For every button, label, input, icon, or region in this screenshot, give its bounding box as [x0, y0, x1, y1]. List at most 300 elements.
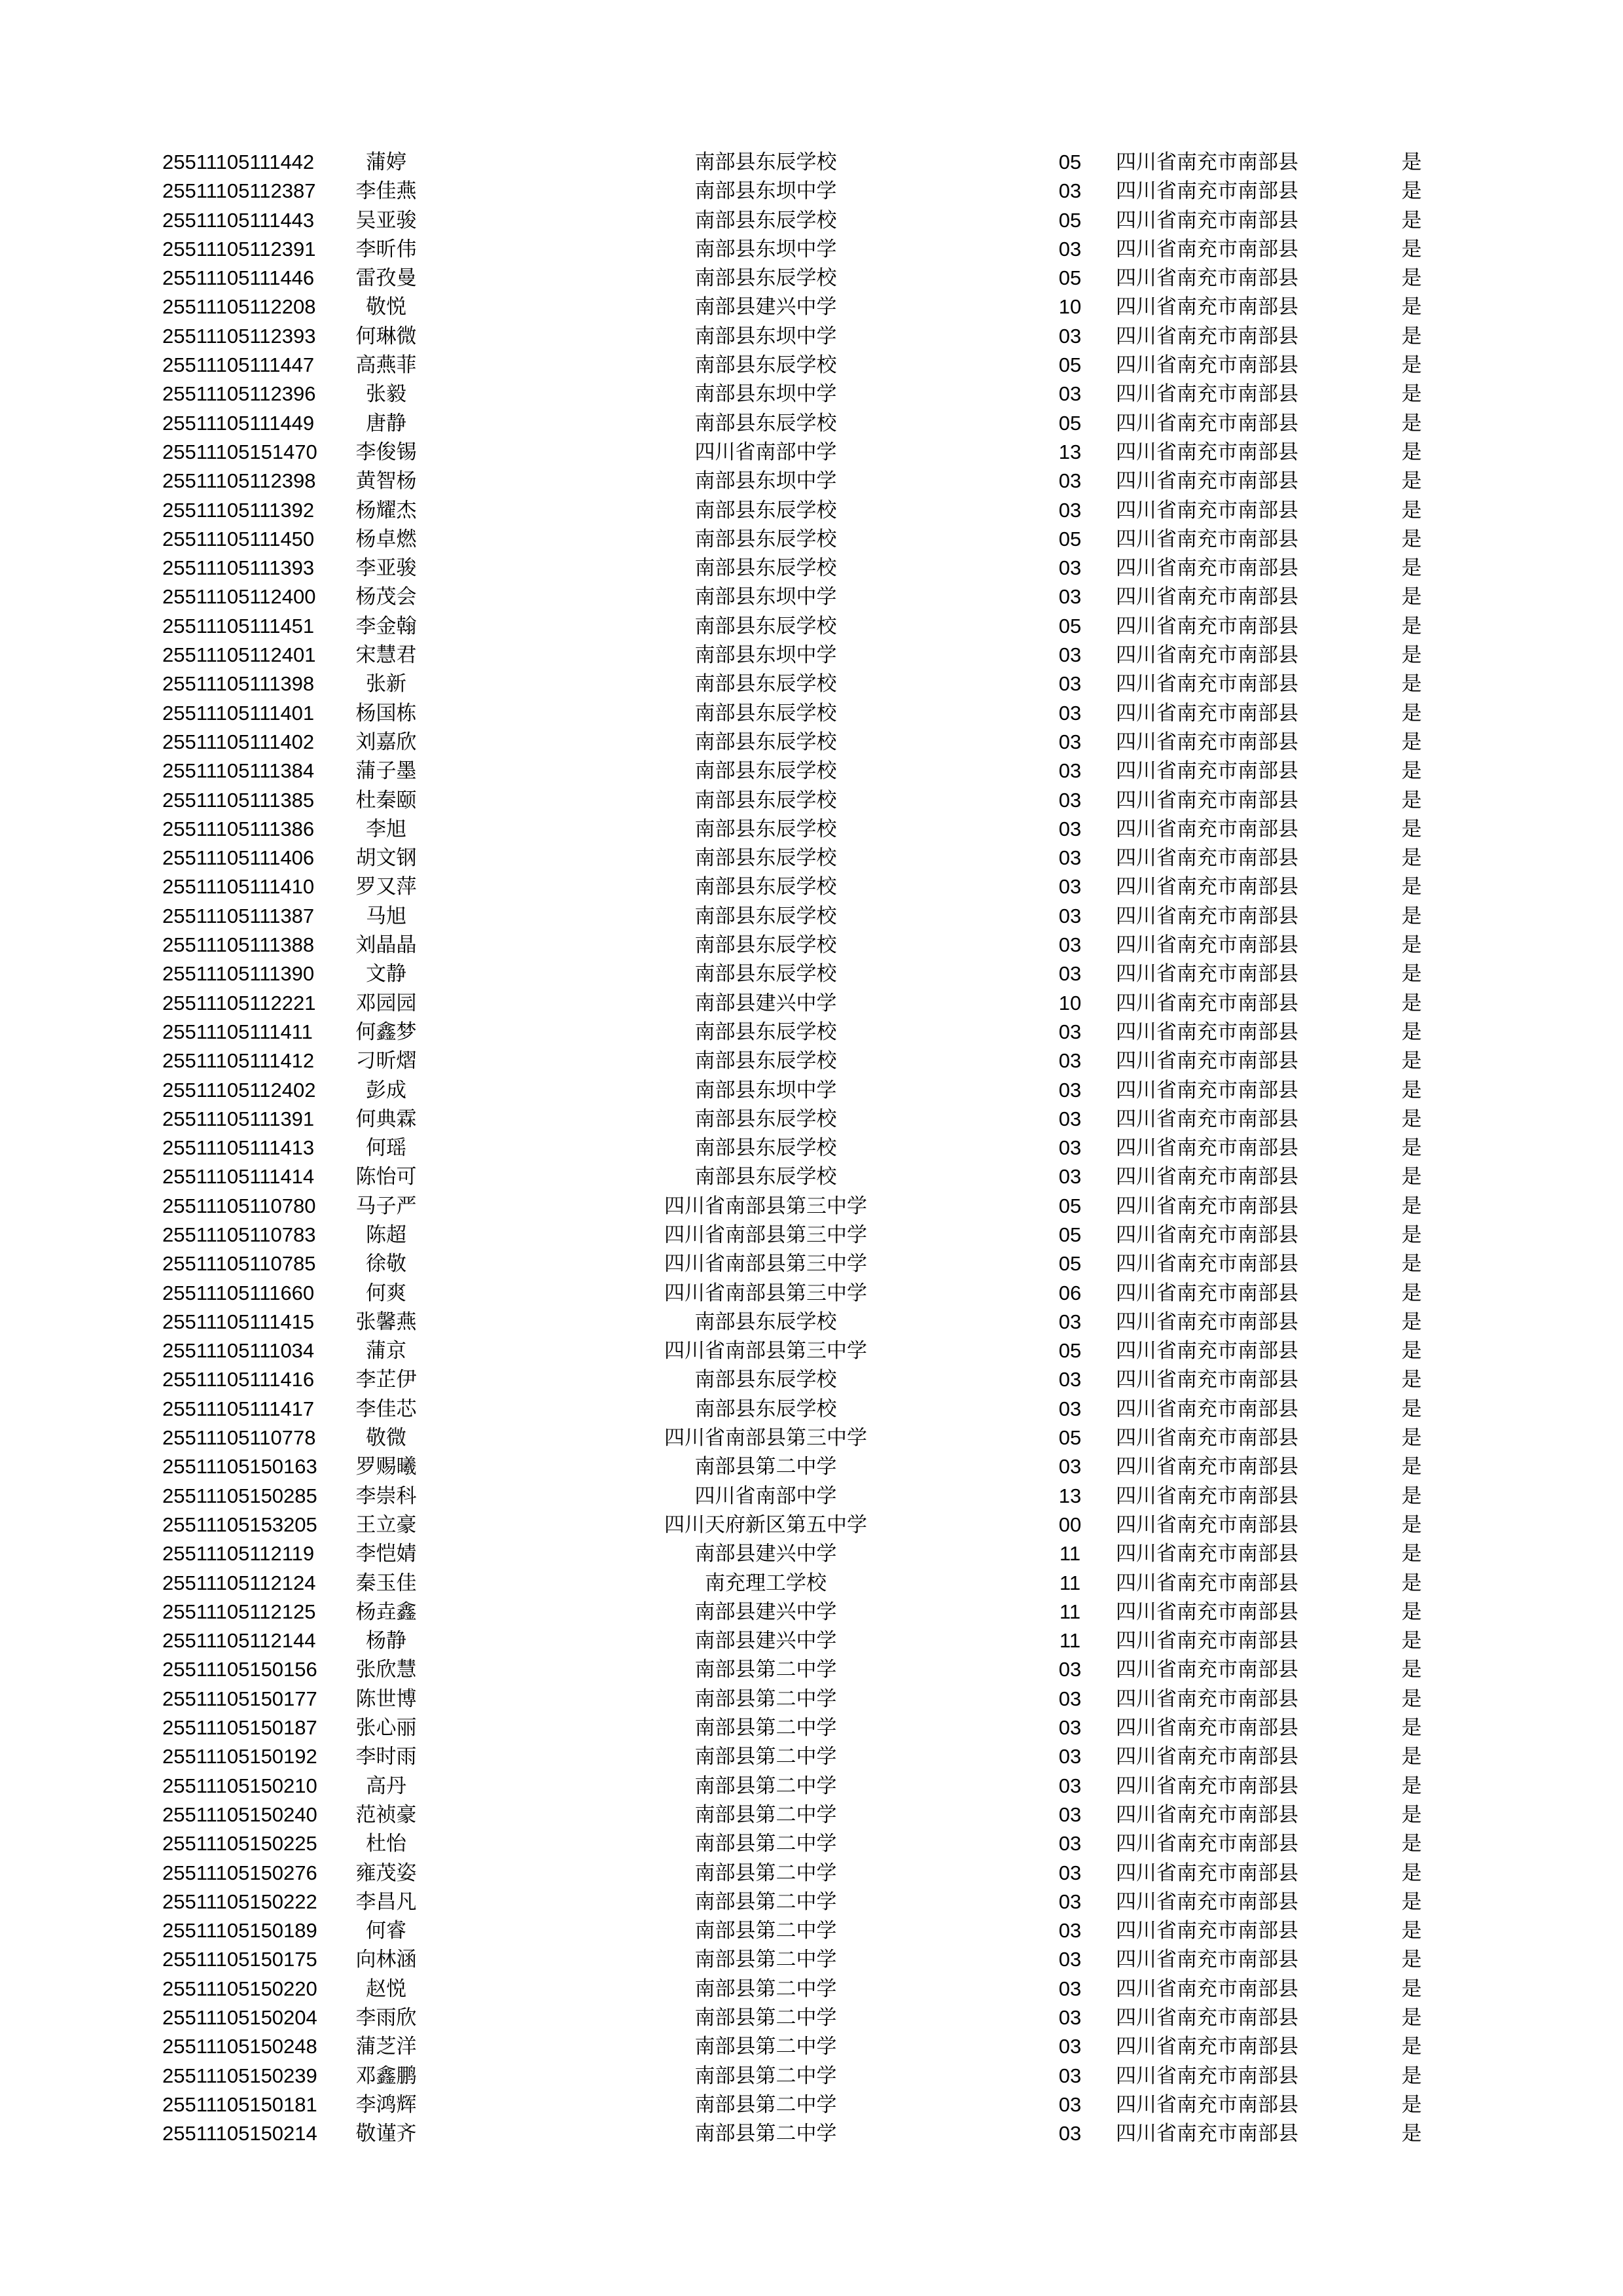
class-code: 05 [1058, 1194, 1082, 1217]
student-name: 敬微 [366, 1426, 406, 1450]
record-id: 25511105112119 [162, 1542, 315, 1566]
record-id: 25511105150177 [162, 1687, 317, 1710]
class-code: 03 [1058, 1136, 1082, 1160]
status-flag: 是 [1401, 1542, 1422, 1566]
school-name: 南部县东辰学校 [694, 788, 837, 812]
record-id: 25511105111393 [162, 556, 315, 580]
student-name: 何瑶 [366, 1136, 406, 1160]
table-row [0, 1162, 1623, 1191]
region: 四川省南充市南部县 [1116, 2092, 1298, 2116]
status-flag: 是 [1401, 1426, 1422, 1450]
school-name: 四川省南部县第三中学 [664, 1426, 867, 1450]
table-row [0, 1801, 1623, 1829]
status-flag: 是 [1401, 1629, 1422, 1653]
class-code: 03 [1058, 1716, 1082, 1740]
class-code: 03 [1058, 1861, 1082, 1884]
record-id: 25511105112144 [162, 1629, 316, 1653]
table-row [0, 1626, 1623, 1655]
school-name: 南部县第二中学 [694, 2064, 837, 2087]
table-row [0, 583, 1623, 611]
school-name: 南部县东辰学校 [694, 1049, 837, 1073]
school-name: 南部县东辰学校 [694, 1107, 837, 1130]
status-flag: 是 [1401, 1397, 1422, 1420]
region: 四川省南充市南部县 [1116, 2064, 1298, 2087]
school-name: 南部县建兴中学 [694, 991, 837, 1014]
table-row [0, 844, 1623, 872]
region: 四川省南充市南部县 [1116, 643, 1298, 667]
class-code: 03 [1058, 701, 1082, 725]
class-code: 03 [1058, 1310, 1082, 1333]
class-code: 03 [1058, 2092, 1082, 2116]
record-id: 25511105150285 [162, 1484, 317, 1507]
school-name: 南部县第二中学 [694, 2035, 837, 2058]
table-row [0, 1047, 1623, 1075]
status-flag: 是 [1401, 440, 1422, 463]
status-flag: 是 [1401, 1049, 1422, 1073]
school-name: 南部县建兴中学 [694, 1629, 837, 1653]
class-code: 03 [1058, 556, 1082, 580]
status-flag: 是 [1401, 1194, 1422, 1217]
class-code: 03 [1058, 817, 1082, 840]
table-row [0, 641, 1623, 670]
class-code: 10 [1058, 295, 1082, 319]
region: 四川省南充市南部县 [1116, 1194, 1298, 1217]
status-flag: 是 [1401, 1571, 1422, 1594]
table-row [0, 293, 1623, 321]
region: 四川省南充市南部县 [1116, 1919, 1298, 1943]
class-code: 13 [1058, 1484, 1082, 1507]
record-id: 25511105112124 [162, 1571, 316, 1594]
region: 四川省南充市南部县 [1116, 1861, 1298, 1884]
class-code: 05 [1058, 1339, 1082, 1363]
record-id: 25511105111398 [162, 672, 315, 696]
status-flag: 是 [1401, 585, 1422, 609]
student-name: 敬谨齐 [355, 2122, 417, 2145]
table-row [0, 148, 1623, 177]
region: 四川省南充市南部县 [1116, 1281, 1298, 1304]
record-id: 25511105150189 [162, 1919, 317, 1943]
table-row [0, 1192, 1623, 1221]
status-flag: 是 [1401, 991, 1422, 1014]
record-id: 25511105112387 [162, 179, 316, 203]
student-name: 李俊锡 [355, 440, 417, 463]
region: 四川省南充市南部县 [1116, 904, 1298, 927]
student-name: 蒲京 [366, 1339, 406, 1363]
region: 四川省南充市南部县 [1116, 1890, 1298, 1913]
student-name: 宋慧君 [355, 643, 417, 667]
student-name: 雷孜曼 [355, 266, 417, 290]
student-name: 彭成 [366, 1078, 406, 1102]
student-name: 徐敬 [366, 1252, 406, 1276]
student-name: 刘晶晶 [355, 933, 417, 957]
school-name: 南部县东辰学校 [694, 614, 837, 637]
table-row [0, 2062, 1623, 2090]
student-name: 李鸿辉 [355, 2092, 417, 2116]
status-flag: 是 [1401, 1832, 1422, 1856]
table-row [0, 1742, 1623, 1771]
status-flag: 是 [1401, 1165, 1422, 1189]
school-name: 南部县东辰学校 [694, 527, 837, 550]
table-row [0, 612, 1623, 641]
class-code: 03 [1058, 730, 1082, 753]
table-row [0, 1685, 1623, 1713]
region: 四川省南充市南部县 [1116, 1977, 1298, 2000]
student-name: 邓园园 [355, 991, 417, 1014]
table-row [0, 1713, 1623, 1742]
record-id: 25511105150187 [162, 1716, 317, 1740]
class-code: 03 [1058, 1049, 1082, 1073]
school-name: 南部县第二中学 [694, 1832, 837, 1856]
table-row [0, 1308, 1623, 1336]
record-id: 25511105150204 [162, 2006, 317, 2029]
record-id: 25511105150248 [162, 2035, 317, 2058]
status-flag: 是 [1401, 556, 1422, 580]
student-name: 李昌凡 [355, 1890, 417, 1913]
student-name: 陈世博 [355, 1687, 417, 1710]
school-name: 南部县东辰学校 [694, 875, 837, 899]
class-code: 00 [1058, 1513, 1082, 1536]
school-name: 四川省南部县第三中学 [664, 1339, 867, 1363]
status-flag: 是 [1401, 1861, 1422, 1884]
region: 四川省南充市南部县 [1116, 846, 1298, 870]
region: 四川省南充市南部县 [1116, 2122, 1298, 2145]
region: 四川省南充市南部县 [1116, 1252, 1298, 1276]
region: 四川省南充市南部县 [1116, 1455, 1298, 1479]
status-flag: 是 [1401, 1890, 1422, 1913]
record-id: 25511105150163 [162, 1455, 317, 1479]
student-name: 杜秦颐 [355, 788, 417, 812]
student-name: 蒲子墨 [355, 759, 417, 783]
student-name: 向林涵 [355, 1948, 417, 1971]
table-row [0, 728, 1623, 757]
table-row [0, 1452, 1623, 1481]
table-row [0, 757, 1623, 785]
class-code: 03 [1058, 1658, 1082, 1681]
status-flag: 是 [1401, 527, 1422, 550]
region: 四川省南充市南部县 [1116, 295, 1298, 319]
school-name: 南部县第二中学 [694, 1658, 837, 1681]
status-flag: 是 [1401, 1484, 1422, 1507]
student-name: 邓鑫鹏 [355, 2064, 417, 2087]
record-id: 25511105150192 [162, 1745, 317, 1768]
class-code: 03 [1058, 382, 1082, 406]
school-name: 南部县东辰学校 [694, 817, 837, 840]
record-id: 25511105110783 [162, 1223, 316, 1246]
record-id: 25511105111414 [162, 1165, 315, 1189]
record-id: 25511105112396 [162, 382, 316, 406]
student-name: 王立豪 [355, 1513, 417, 1536]
record-id: 25511105111446 [162, 266, 315, 290]
region: 四川省南充市南部县 [1116, 1774, 1298, 1797]
school-name: 南部县第二中学 [694, 2006, 837, 2029]
status-flag: 是 [1401, 1803, 1422, 1826]
status-flag: 是 [1401, 353, 1422, 377]
class-code: 03 [1058, 1948, 1082, 1971]
region: 四川省南充市南部县 [1116, 788, 1298, 812]
student-name: 李雨欣 [355, 2006, 417, 2029]
region: 四川省南充市南部县 [1116, 759, 1298, 783]
school-name: 南部县东辰学校 [694, 962, 837, 986]
region: 四川省南充市南部县 [1116, 1310, 1298, 1333]
school-name: 南部县东辰学校 [694, 151, 837, 173]
record-id: 25511105111401 [162, 701, 315, 725]
status-flag: 是 [1401, 904, 1422, 927]
class-code: 03 [1058, 1977, 1082, 2000]
school-name: 南部县东辰学校 [694, 846, 837, 870]
class-code: 03 [1058, 1832, 1082, 1856]
class-code: 05 [1058, 1223, 1082, 1246]
status-flag: 是 [1401, 933, 1422, 957]
school-name: 南部县东辰学校 [694, 1136, 837, 1160]
student-name: 唐静 [366, 411, 406, 435]
status-flag: 是 [1401, 1136, 1422, 1160]
student-name: 高燕菲 [355, 353, 417, 377]
table-row [0, 699, 1623, 728]
record-id: 25511105112221 [162, 991, 316, 1014]
school-name: 南部县东辰学校 [694, 904, 837, 927]
table-row [0, 177, 1623, 206]
record-id: 25511105112400 [162, 585, 316, 609]
student-name: 雍茂姿 [355, 1861, 417, 1884]
class-code: 05 [1058, 151, 1082, 173]
region: 四川省南充市南部县 [1116, 1832, 1298, 1856]
status-flag: 是 [1401, 962, 1422, 986]
region: 四川省南充市南部县 [1116, 1339, 1298, 1363]
table-row [0, 1365, 1623, 1394]
student-name: 蒲婷 [366, 151, 406, 173]
class-code: 03 [1058, 759, 1082, 783]
status-flag: 是 [1401, 1368, 1422, 1391]
student-name: 张毅 [366, 382, 406, 406]
table-row [0, 989, 1623, 1018]
status-flag: 是 [1401, 1948, 1422, 1971]
student-name: 李旭 [366, 817, 406, 840]
class-code: 03 [1058, 1107, 1082, 1130]
student-name: 黄智杨 [355, 469, 417, 493]
school-name: 南部县东坝中学 [694, 382, 837, 406]
table-row [0, 1395, 1623, 1424]
status-flag: 是 [1401, 2092, 1422, 2116]
table-row [0, 1772, 1623, 1801]
student-name: 罗又萍 [355, 875, 417, 899]
student-name: 杜怡 [366, 1832, 406, 1856]
record-id: 25511105150276 [162, 1861, 317, 1884]
table-row [0, 1888, 1623, 1916]
status-flag: 是 [1401, 730, 1422, 753]
school-name: 南部县建兴中学 [694, 295, 837, 319]
school-name: 南部县东辰学校 [694, 411, 837, 435]
school-name: 四川省南部中学 [694, 1484, 837, 1507]
class-code: 03 [1058, 788, 1082, 812]
table-row [0, 1221, 1623, 1249]
class-code: 03 [1058, 962, 1082, 986]
table-row [0, 1945, 1623, 1974]
status-flag: 是 [1401, 237, 1422, 260]
class-code: 03 [1058, 1890, 1082, 1913]
school-name: 南部县东辰学校 [694, 759, 837, 783]
region: 四川省南充市南部县 [1116, 585, 1298, 609]
class-code: 11 [1059, 1629, 1081, 1653]
region: 四川省南充市南部县 [1116, 353, 1298, 377]
status-flag: 是 [1401, 1716, 1422, 1740]
student-name: 刁昕熠 [355, 1049, 417, 1073]
status-flag: 是 [1401, 382, 1422, 406]
school-name: 南部县东坝中学 [694, 585, 837, 609]
status-flag: 是 [1401, 1977, 1422, 2000]
student-name: 李恺婧 [355, 1542, 417, 1566]
school-name: 南部县东辰学校 [694, 1310, 837, 1333]
region: 四川省南充市南部县 [1116, 817, 1298, 840]
school-name: 南部县第二中学 [694, 1890, 837, 1913]
record-id: 25511105150181 [162, 2092, 317, 2116]
school-name: 南部县第二中学 [694, 1803, 837, 1826]
school-name: 南部县东辰学校 [694, 208, 837, 232]
table-row [0, 380, 1623, 408]
school-name: 南部县第二中学 [694, 1455, 837, 1479]
student-name: 李金翰 [355, 614, 417, 637]
class-code: 03 [1058, 875, 1082, 899]
table-row [0, 1134, 1623, 1162]
status-flag: 是 [1401, 151, 1422, 173]
region: 四川省南充市南部县 [1116, 933, 1298, 957]
table-row [0, 786, 1623, 815]
class-code: 03 [1058, 1774, 1082, 1797]
region: 四川省南充市南部县 [1116, 382, 1298, 406]
record-id: 25511105111416 [162, 1368, 315, 1391]
region: 四川省南充市南部县 [1116, 672, 1298, 696]
class-code: 03 [1058, 498, 1082, 522]
region: 四川省南充市南部县 [1116, 411, 1298, 435]
status-flag: 是 [1401, 324, 1422, 348]
school-name: 四川省南部县第三中学 [664, 1194, 867, 1217]
class-code: 05 [1058, 266, 1082, 290]
school-name: 南部县建兴中学 [694, 1542, 837, 1566]
student-name: 何典霖 [355, 1107, 417, 1130]
school-name: 南部县东坝中学 [694, 324, 837, 348]
region: 四川省南充市南部县 [1116, 1629, 1298, 1653]
table-row [0, 2090, 1623, 2119]
class-code: 03 [1058, 324, 1082, 348]
status-flag: 是 [1401, 672, 1422, 696]
record-id: 25511105153205 [162, 1513, 317, 1536]
school-name: 四川天府新区第五中学 [664, 1513, 867, 1536]
table-row [0, 1975, 1623, 2003]
status-flag: 是 [1401, 846, 1422, 870]
status-flag: 是 [1401, 1078, 1422, 1102]
student-name: 何鑫梦 [355, 1020, 417, 1043]
record-id: 25511105112401 [162, 643, 316, 667]
school-name: 南部县建兴中学 [694, 1600, 837, 1623]
status-flag: 是 [1401, 1455, 1422, 1479]
record-id: 25511105150156 [162, 1658, 317, 1681]
record-id: 25511105111451 [162, 614, 315, 637]
region: 四川省南充市南部县 [1116, 440, 1298, 463]
region: 四川省南充市南部县 [1116, 1745, 1298, 1768]
region: 四川省南充市南部县 [1116, 1948, 1298, 1971]
table-row [0, 409, 1623, 438]
region: 四川省南充市南部县 [1116, 237, 1298, 260]
school-name: 南部县第二中学 [694, 1919, 837, 1943]
record-id: 25511105111417 [162, 1397, 315, 1420]
status-flag: 是 [1401, 2035, 1422, 2058]
class-code: 03 [1058, 2064, 1082, 2087]
student-name: 敬悦 [366, 295, 406, 319]
student-name: 张欣慧 [355, 1658, 417, 1681]
region: 四川省南充市南部县 [1116, 498, 1298, 522]
student-name: 刘嘉欣 [355, 730, 417, 753]
student-name: 赵悦 [366, 1977, 406, 2000]
school-name: 四川省南部县第三中学 [664, 1281, 867, 1304]
student-name: 罗赐曦 [355, 1455, 417, 1479]
class-code: 05 [1058, 1426, 1082, 1450]
table-row [0, 1105, 1623, 1134]
school-name: 南部县东坝中学 [694, 179, 837, 203]
student-name: 文静 [366, 962, 406, 986]
school-name: 南部县第二中学 [694, 1948, 837, 1971]
school-name: 四川省南部中学 [694, 440, 837, 463]
record-id: 25511105111392 [162, 498, 315, 522]
school-name: 南部县东辰学校 [694, 556, 837, 580]
school-name: 南部县第二中学 [694, 2122, 837, 2145]
region: 四川省南充市南部县 [1116, 527, 1298, 550]
record-id: 25511105111415 [162, 1310, 315, 1333]
region: 四川省南充市南部县 [1116, 469, 1298, 493]
class-code: 03 [1058, 2006, 1082, 2029]
record-id: 25511105111410 [162, 875, 315, 899]
status-flag: 是 [1401, 1020, 1422, 1043]
status-flag: 是 [1401, 1687, 1422, 1710]
region: 四川省南充市南部县 [1116, 1368, 1298, 1391]
student-name: 蒲芝洋 [355, 2035, 417, 2058]
region: 四川省南充市南部县 [1116, 1542, 1298, 1566]
roster-table [0, 148, 1623, 2148]
table-row [0, 438, 1623, 467]
class-code: 03 [1058, 2122, 1082, 2145]
status-flag: 是 [1401, 1919, 1422, 1943]
status-flag: 是 [1401, 1223, 1422, 1246]
region: 四川省南充市南部县 [1116, 1716, 1298, 1740]
class-code: 03 [1058, 1165, 1082, 1189]
school-name: 四川省南部县第三中学 [664, 1252, 867, 1276]
record-id: 25511105151470 [162, 440, 317, 463]
school-name: 南部县第二中学 [694, 1977, 837, 2000]
table-row [0, 2032, 1623, 2061]
class-code: 03 [1058, 846, 1082, 870]
table-row [0, 206, 1623, 235]
school-name: 南部县第二中学 [694, 1861, 837, 1884]
region: 四川省南充市南部县 [1116, 1658, 1298, 1681]
class-code: 05 [1058, 353, 1082, 377]
region: 四川省南充市南部县 [1116, 324, 1298, 348]
class-code: 03 [1058, 1803, 1082, 1826]
class-code: 03 [1058, 933, 1082, 957]
region: 四川省南充市南部县 [1116, 991, 1298, 1014]
status-flag: 是 [1401, 266, 1422, 290]
region: 四川省南充市南部县 [1116, 1223, 1298, 1246]
record-id: 25511105150240 [162, 1803, 317, 1826]
school-name: 南部县东坝中学 [694, 469, 837, 493]
record-id: 25511105111447 [162, 353, 315, 377]
table-row [0, 1424, 1623, 1452]
class-code: 05 [1058, 208, 1082, 232]
record-id: 25511105112125 [162, 1600, 316, 1623]
region: 四川省南充市南部县 [1116, 2035, 1298, 2058]
school-name: 南部县第二中学 [694, 2092, 837, 2116]
region: 四川省南充市南部县 [1116, 2006, 1298, 2029]
table-row [0, 1859, 1623, 1888]
record-id: 25511105111443 [162, 208, 315, 232]
student-name: 李亚骏 [355, 556, 417, 580]
